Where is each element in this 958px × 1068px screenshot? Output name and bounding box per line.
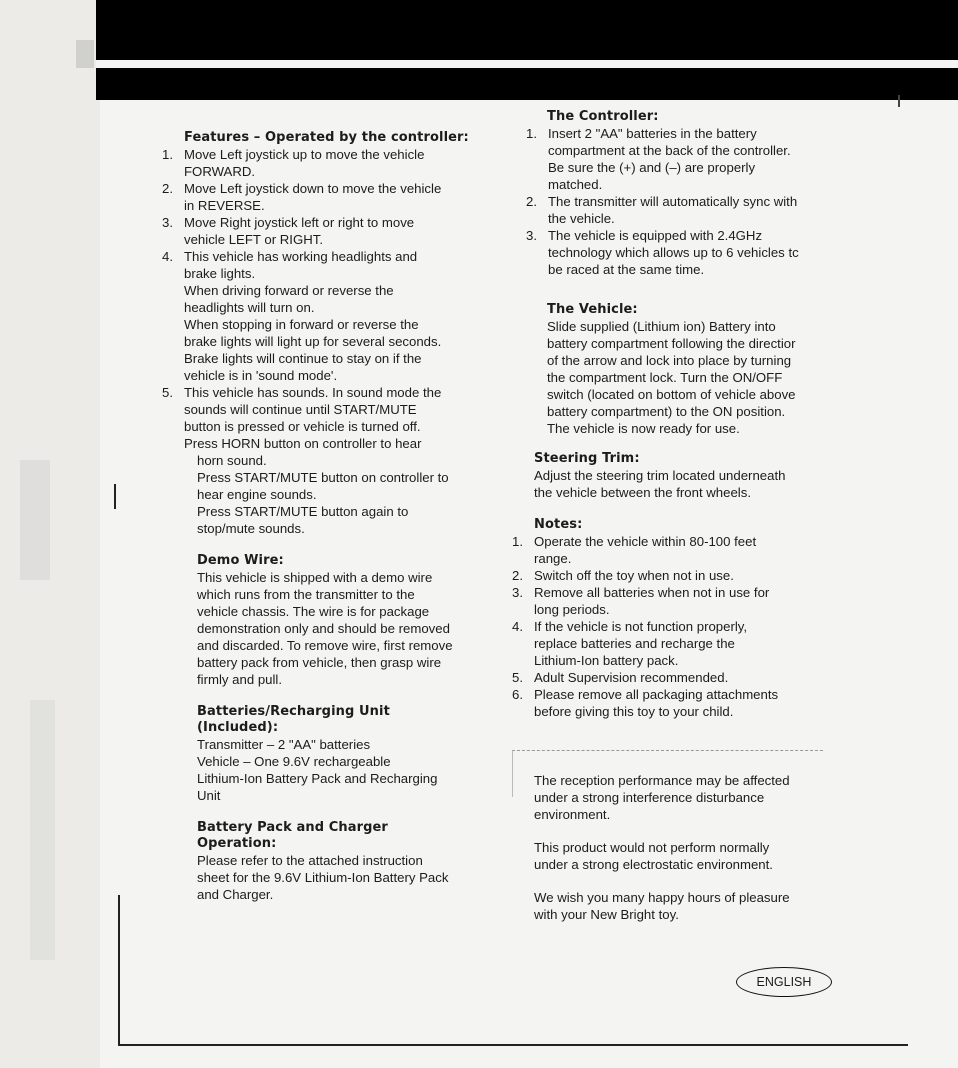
margin-rule [114,484,116,509]
battery-pack-section: Battery Pack and Charger Operation: Please refer to the attached instruction sheet for the 9.6V Lithium-Ion Battery Pack and Charger. [197,820,449,902]
controller-item: 1. Insert 2 "AA" batteries in the battery compartment at the back of the controller. Be sure the (+) and (–) are properly matched. [526,126,791,192]
features-item: 1. Move Left joystick up to move the vehicle FORWARD. [162,147,425,179]
notes-item: 5. Adult Supervision recommended. [512,670,729,685]
scan-noise [76,40,94,68]
battery-pack-heading: Battery Pack and Charger Operation: [197,820,388,851]
notes-item: 1. Operate the vehicle within 80-100 feet range. [512,534,757,566]
blank-box [512,750,823,797]
scan-noise [30,700,55,960]
batteries-heading: Batteries/Recharging Unit (Included): [197,704,390,735]
header-rule [96,60,958,68]
notes-item: 3. Remove all batteries when not in use for long periods. [512,585,770,617]
features-item: 2. Move Left joystick down to move the vehicle in REVERSE. [162,181,442,213]
notes-item: 4. If the vehicle is not function properly, replace batteries and recharge the Lithium-Ion battery pack. [512,619,748,668]
notes-heading: Notes: [534,517,583,532]
header-band [96,0,958,60]
notes-section [512,517,852,720]
vehicle-heading: The Vehicle: [547,302,638,317]
controller-item: 2. The transmitter will automatically sync with the vehicle. [526,194,798,226]
reception-note: The reception performance may be affected under a strong interference disturbance environment. [534,773,790,822]
notes-item: 2. Switch off the toy when not in use. [512,568,734,583]
crop-mark [898,95,900,107]
notes-list [512,533,852,720]
closing-message: We wish you many happy hours of pleasure with your New Bright toy. [534,890,790,922]
features-list [162,146,492,452]
scan-noise [20,460,50,580]
language-badge: ENGLISH [736,967,832,997]
features-heading: Features – Operated by the controller: [184,130,469,145]
electrostatic-note: This product would not perform normally under a strong electrostatic environment. [534,840,773,872]
controller-item: 3. The vehicle is equipped with 2.4GHz technology which allows up to 6 vehicles tc be raced at the same time. [526,228,799,277]
sound-instructions: horn sound. Press START/MUTE button on controller to hear engine sounds. Press START/MUTE button again to stop/mute sounds. [197,453,449,536]
steering-trim-section: Steering Trim: Adjust the steering trim located underneath the vehicle between the front wheels. [512,451,852,501]
controller-heading: The Controller: [547,109,659,124]
demo-wire-heading: Demo Wire: [197,553,284,568]
margin-rule [118,895,120,1045]
vehicle-section: The Vehicle: Slide supplied (Lithium ion) Battery into battery compartment following the directior of the arrow and lock into place by turning the compartment lock. Turn the ON/OFF switch (located on bottom of vehicle above battery compartment) to the ON position. The vehicle is now ready for use. [512,302,852,437]
right-column [512,109,852,923]
features-item: 5. This vehicle has sounds. In sound mode the sounds will continue until START/MUTE button is pressed or vehicle is turned off. Press HORN button on controller to hear [162,385,442,451]
header-band-lower [96,68,958,100]
batteries-section: Batteries/Recharging Unit (Included): Transmitter – 2 "AA" batteries Vehicle – One 9.6V rechargeable Lithium-Ion Battery Pack and Recharging Unit [197,704,438,803]
bottom-rule [118,1044,908,1046]
features-item: 4. This vehicle has working headlights and brake lights. When driving forward or reverse the headlights will turn on. When stopping in forward or reverse the brake lights will light up for several seconds. Brake lights will continue to stay on if the vehicle is in 'sound mode'. [162,249,442,383]
controller-list [512,125,852,278]
demo-wire-section: Demo Wire: This vehicle is shipped with a demo wire which runs from the transmitter to the vehicle chassis. The wire is for package demonstration only and should be removed and discarded. To remove wire, first remove battery pack from vehicle, then grasp wire firmly and pull. [162,553,492,688]
notes-item: 6. Please remove all packaging attachments before giving this toy to your child. [512,687,779,719]
features-item: 3. Move Right joystick left or right to move vehicle LEFT or RIGHT. [162,215,415,247]
left-column [162,130,492,903]
steering-trim-heading: Steering Trim: [534,451,640,466]
